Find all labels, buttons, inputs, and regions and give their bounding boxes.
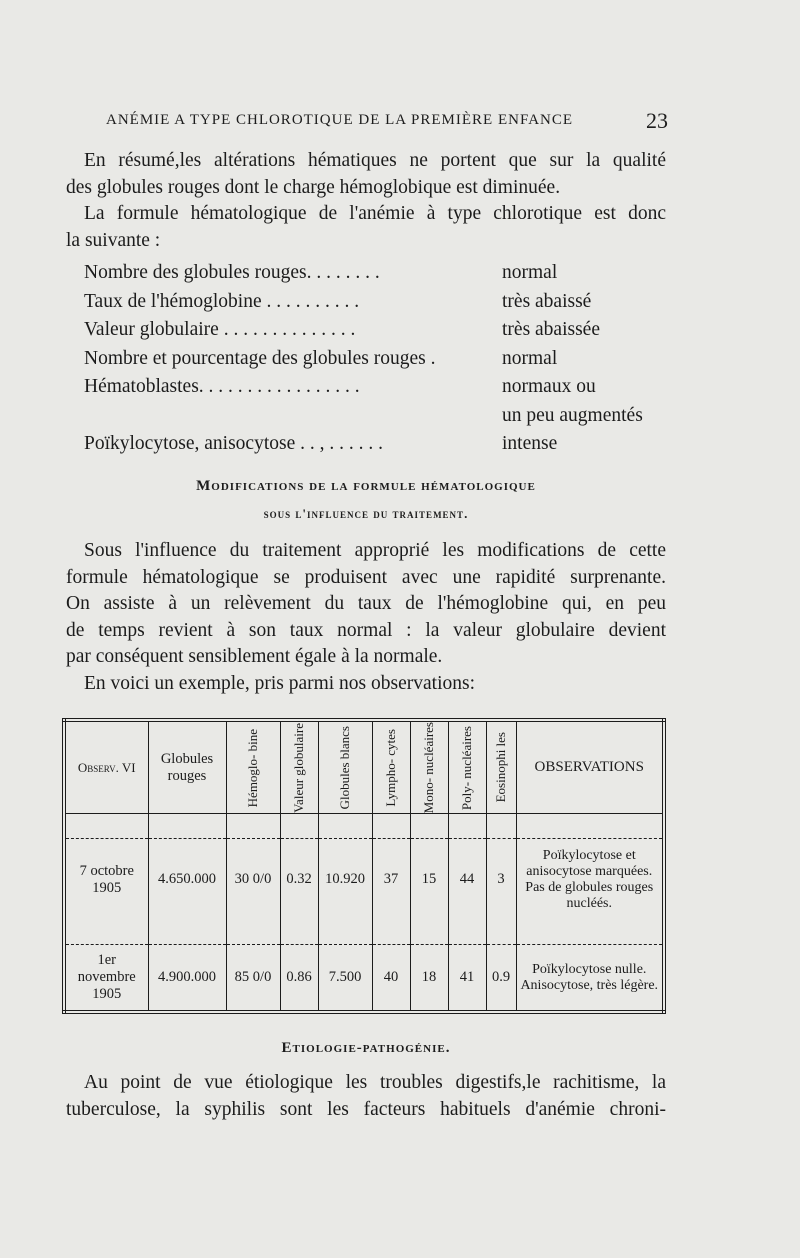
running-head-title: ANÉMIE A TYPE CHLOROTIQUE DE LA PREMIÈRE ENFANCE bbox=[106, 112, 574, 128]
body-paragraph bbox=[66, 538, 666, 697]
formula-row bbox=[84, 348, 674, 377]
header-valeur bbox=[280, 720, 318, 814]
formula-value: un peu augmentés bbox=[502, 404, 643, 426]
text-line: En résumé,les altérations hématiques ne portent que sur la qualité bbox=[84, 150, 666, 171]
cell-observations: Poïkylocytose et anisocytose marquées. Pas de globules rouges nucléés. bbox=[516, 839, 664, 920]
formula-row bbox=[84, 433, 674, 462]
formula-row bbox=[84, 262, 674, 291]
table-spacer-row bbox=[64, 920, 664, 945]
formula-value: normal bbox=[502, 262, 558, 283]
cell-observations: Poïkylocytose nulle. Anisocytose, très légère. bbox=[516, 945, 664, 1012]
observation-table bbox=[62, 718, 666, 1014]
cell-polynucleaires: 44 bbox=[448, 839, 486, 920]
header-polynucleaires bbox=[448, 720, 486, 814]
closing-paragraph bbox=[66, 1070, 666, 1123]
table-row bbox=[64, 839, 664, 920]
cell-date: 1er novembre 1905 bbox=[77, 952, 136, 1003]
header-mononucleaires-text: Mono- nucléaires bbox=[421, 722, 436, 814]
cell-globules-blancs: 7.500 bbox=[318, 945, 372, 1012]
cell-hemoglobine: 30 0/0 bbox=[226, 839, 280, 920]
cell-date: 7 octobre 1905 bbox=[79, 862, 134, 896]
header-globules-blancs bbox=[318, 720, 372, 814]
cell-globules-blancs: 10.920 bbox=[318, 839, 372, 920]
header-globules-rouges: Globules rouges bbox=[148, 720, 226, 814]
text-line: par conséquent sensiblement égale à la normale. bbox=[66, 646, 443, 667]
running-head bbox=[106, 108, 668, 136]
formula-row bbox=[84, 376, 674, 405]
formula-value: normal bbox=[502, 347, 558, 369]
cell-globules-rouges: 4.650.000 bbox=[148, 839, 226, 920]
text-line: En voici un exemple, pris parmi nos observations: bbox=[84, 672, 476, 694]
text-line: La formule hématologique de l'anémie à type chlorotique est donc bbox=[84, 203, 666, 224]
formula-label: Nombre des globules rouges. . . . . . . . bbox=[84, 262, 380, 283]
cell-valeur: 0.32 bbox=[280, 839, 318, 920]
formula-value: normaux ou bbox=[502, 376, 596, 397]
formula-label: Taux de l'hémoglobine . . . . . . . . . . bbox=[84, 290, 360, 312]
formula-row bbox=[84, 319, 674, 348]
formula-value: intense bbox=[502, 433, 558, 454]
intro-paragraph bbox=[66, 148, 666, 254]
formula-label: Hématoblastes. . . . . . . . . . . . . . . . . bbox=[84, 376, 360, 397]
text-line: formule hématologique se produisent avec une rapidité surprenante. bbox=[66, 566, 666, 588]
header-lymphocytes bbox=[372, 720, 410, 814]
cell-lymphocytes: 40 bbox=[372, 945, 410, 1012]
text-line: des globules rouges dont le charge hémoglobique est diminuée. bbox=[66, 176, 561, 198]
table-spacer-row bbox=[64, 814, 664, 839]
header-valeur-text: Valeur globulaire bbox=[291, 722, 306, 813]
text-line: de temps revient à son taux normal : la valeur globulaire devient bbox=[66, 619, 666, 641]
cell-mononucleaires: 18 bbox=[410, 945, 448, 1012]
text-line: tuberculose, la syphilis sont les facteurs habituels d'anémie chroni- bbox=[66, 1098, 666, 1120]
section-title-etiologie: Etiologie-pathogénie. bbox=[281, 1040, 451, 1056]
cell-hemoglobine: 85 0/0 bbox=[226, 945, 280, 1012]
header-lymphocytes-text: Lympho- cytes bbox=[383, 728, 398, 807]
cell-lymphocytes: 37 bbox=[372, 839, 410, 920]
table-header-row bbox=[64, 720, 664, 814]
table-row bbox=[64, 945, 664, 1012]
header-observations: OBSERVATIONS bbox=[516, 720, 664, 814]
page-number: 23 bbox=[646, 108, 668, 133]
header-hemoglobine bbox=[226, 720, 280, 814]
section-subtitle-treatment: sous l'influence du traitement. bbox=[263, 506, 469, 521]
text-line: On assiste à un relèvement du taux de l'hémoglobine qui, en peu bbox=[66, 593, 666, 614]
formula-label: Poïkylocytose, anisocytose . . , . . . . . . bbox=[84, 433, 383, 454]
cell-eosinophiles: 3 bbox=[486, 839, 516, 920]
formula-label: Nombre et pourcentage des globules rouges . bbox=[84, 347, 436, 369]
header-globules-blancs-text: Globules blancs bbox=[337, 725, 352, 810]
formula-row bbox=[84, 405, 674, 434]
header-eosinophiles-text: Eosinophi les bbox=[493, 732, 508, 803]
header-eosinophiles bbox=[486, 720, 516, 814]
formula-row bbox=[84, 291, 674, 320]
text-line: la suivante : bbox=[66, 229, 161, 251]
text-line: Sous l'influence du traitement approprié les modifications de cette bbox=[84, 540, 666, 561]
header-mononucleaires bbox=[410, 720, 448, 814]
cell-mononucleaires: 15 bbox=[410, 839, 448, 920]
cell-eosinophiles: 0.9 bbox=[486, 945, 516, 1012]
text-line: Au point de vue étiologique les troubles digestifs,le rachitisme, la bbox=[84, 1072, 666, 1093]
cell-polynucleaires: 41 bbox=[448, 945, 486, 1012]
hematologic-formula bbox=[84, 262, 674, 462]
section-title-modifications: Modifications de la formule hématologique bbox=[196, 478, 536, 494]
header-polynucleaires-text: Poly- nucléaires bbox=[459, 725, 474, 810]
formula-value: très abaissée bbox=[502, 319, 600, 340]
formula-value: très abaissé bbox=[502, 290, 592, 312]
formula-label: Valeur globulaire . . . . . . . . . . . . . . bbox=[84, 319, 356, 340]
cell-valeur: 0.86 bbox=[280, 945, 318, 1012]
cell-globules-rouges: 4.900.000 bbox=[148, 945, 226, 1012]
header-hemoglobine-text: Hémoglo- bine bbox=[245, 728, 260, 807]
header-observation: Observ. VI bbox=[64, 720, 148, 814]
